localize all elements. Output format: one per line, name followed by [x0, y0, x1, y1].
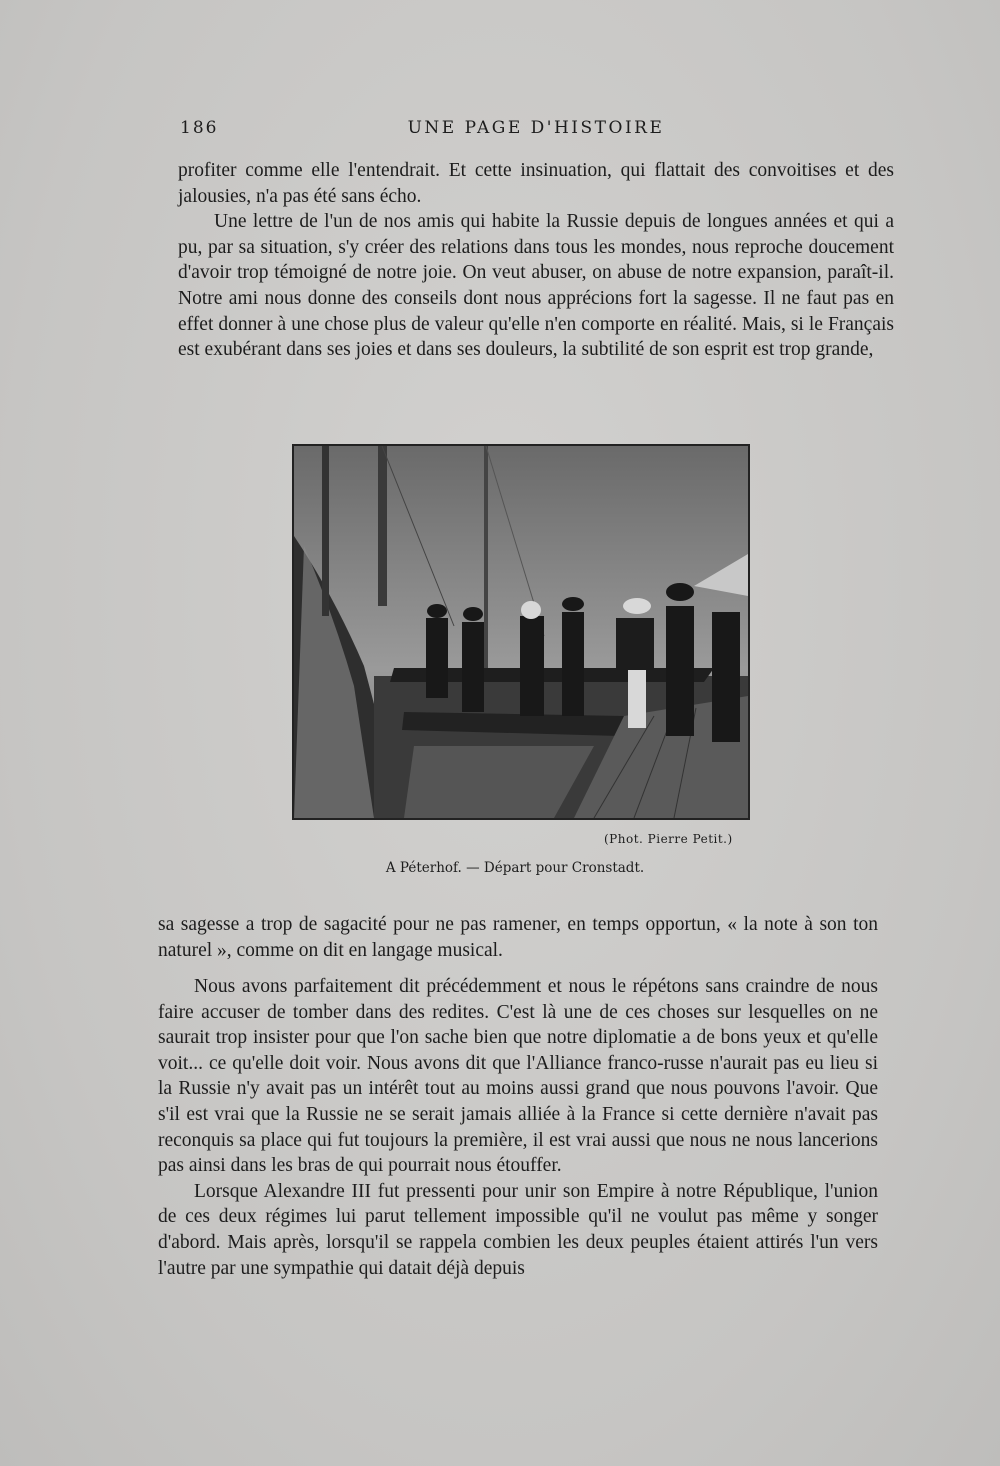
paragraph: Nous avons parfaitement dit précédemment et nous le répétons sans craindre de nous faire accuser de tomber dans des redites. C'est là une de ces choses sur lesquelles on ne saurait trop insister pour que l'on sache bien que notre diplomatie a de bons yeux et qu'elle voit... ce qu'elle doit voir. Nous avons dit que l'Alliance franco-russe n'aurait pas eu lieu si la Russie n'y avait pas un intérêt tout au moins aussi grand que nous pouvons l'avoir. Que s'il est vrai que la Russie ne se serait jamais alliée à la France si cette dernière n'avait pas reconquis sa place qui fut toujours la première, il est vrai aussi que nous ne nous lancerions pas ainsi dans les bras de qui pourrait nous étouffer.: [158, 976, 878, 1177]
page-number: 186: [180, 118, 219, 138]
paragraph: Lorsque Alexandre III fut pressenti pour unir son Empire à notre République, l'union de ces deux régimes lui parut tellement impossible qu'il ne voulut pas même y songer d'abord. Mais après, lorsqu'il se rappela combien les deux peuples étaient attirés l'un vers l'autre par une sympathie qui datait déjà depuis: [158, 1180, 878, 1279]
body-text-top: [178, 158, 894, 363]
photo-caption: A Péterhof. — Départ pour Cronstadt.: [385, 860, 645, 876]
photo-credit: (Phot. Pierre Petit.): [604, 832, 733, 846]
page-header: [180, 118, 892, 140]
photo-image: [294, 446, 748, 818]
paragraph: profiter comme elle l'entendrait. Et cette insinuation, qui flattait des convoitises et des jalousies, n'a pas été sans écho.: [178, 160, 894, 207]
paragraph: sa sagesse a trop de sagacité pour ne pas ramener, en temps opportun, « la note à son ton naturel », comme on dit en langage musical.: [158, 914, 878, 961]
body-text-middle: [158, 912, 878, 963]
paragraph: Une lettre de l'un de nos amis qui habite la Russie depuis de longues années et qui a pu, par sa situation, s'y créer des relations dans tous les mondes, nous reproche doucement d'avoir trop témoigné de notre joie. On veut abuser, on abuse de notre expansion, paraît-il. Notre ami nous donne des conseils dont nous apprécions fort la sagesse. Il ne faut pas en effet donner à une chose plus de valeur qu'elle n'en comporte en réalité. Mais, si le Français est exubérant dans ses joies et dans ses douleurs, la subtilité de son esprit est trop grande,: [178, 211, 894, 361]
running-title: UNE PAGE D'HISTOIRE: [407, 118, 665, 138]
body-text-bottom: [158, 974, 878, 1281]
photograph: [292, 444, 750, 820]
